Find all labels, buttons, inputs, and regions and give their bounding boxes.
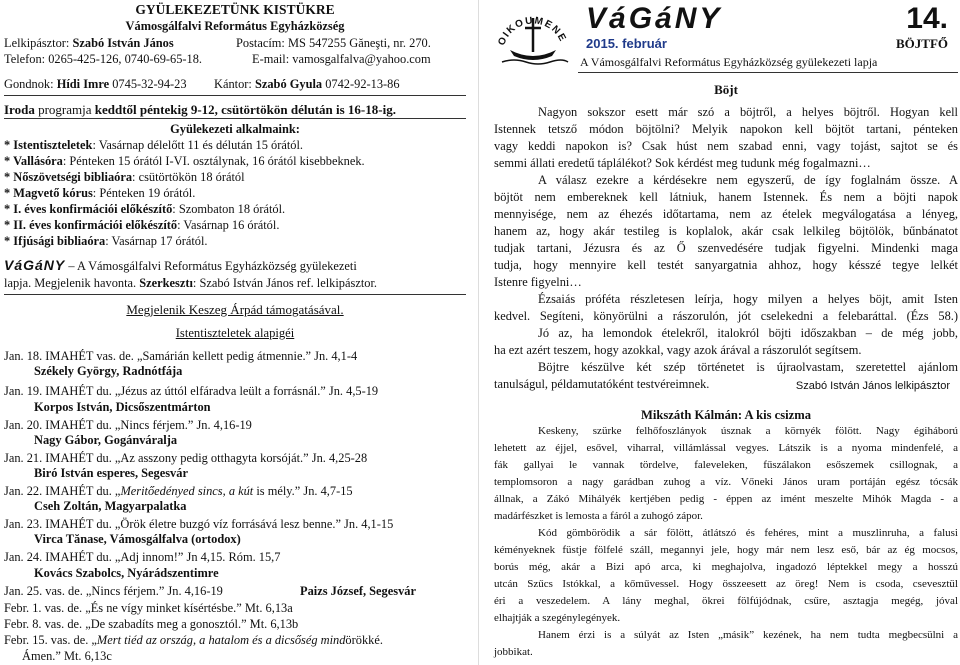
schedule-line: Jan. 20. IMAHÉT du. „Nincs férjem.” Jn. 4,16-19: [4, 418, 252, 432]
article-line: állnak, a Zákó Mihályék kertjében pedig - éppen az imént meszelte Mihók Magda - a: [494, 493, 958, 505]
svg-text:OIKOUMENE: OIKOUMENE: [496, 15, 569, 48]
gondnok-line: [4, 77, 187, 92]
schedule-line: Jan. 23. IMAHÉT du. „Örök életre buzgó víz forrásává lesz benne.” Jn. 4,1-15: [4, 517, 394, 531]
article-line: kedvel. Segíteni, könyörülni a rászorulón, jót cselekedni a felebaráttal. (Ézs 58.): [494, 309, 958, 323]
office-mid: programja: [34, 102, 95, 117]
oikoumene-logo-icon: [494, 0, 572, 70]
article-signature: Szabó István János lelkipásztor: [795, 380, 950, 392]
article-line: templomsoron a nagy garádban zuhog a víz. Vőneki János uram portáján egész tócsák: [494, 476, 958, 488]
occasion-item: * Vallásóra: Pénteken 15 órától I-VI. osztálynak, 16 órától kisebbeknek.: [4, 154, 365, 168]
occasion-item: * II. éves konfirmációi előkészítő: Vasárnap 16 órától.: [4, 218, 280, 232]
schedule-title: Istentiszteletek alapigéi: [175, 326, 295, 340]
article-line: borús még, akár a Bizi apó arca, ki meghajolva, ingadozó léptekkel megy a hosszú: [494, 561, 958, 573]
kantor-line: [214, 77, 400, 92]
preacher-name: Korpos István, Dicsőszentmárton: [34, 400, 211, 414]
article-line: tanulságul, példamutatóként testvéreimnek.: [494, 377, 710, 391]
article-line: A válasz ezekre a kérdésekre nem egyszerű, de így foglalnám össze. A: [538, 173, 958, 187]
article-line: utcán Szűcs Istókkal, a kőművessel. Hogy összeesett az öreg! Nem is csoda, csevesztül: [494, 578, 958, 590]
header-title: GYÜLEKEZETÜNK KISTÜKRE: [135, 2, 335, 17]
article-line: Keskeny, szürke felhőfoszlányok úsznak a környék fölött. Nagy égiháború: [538, 425, 958, 437]
article-title: Mikszáth Kálmán: A kis csizma: [640, 408, 812, 422]
article-line: fák gallyai le vannak tördelve, faleveleken, fűszálakon esőszemek csillognak, a: [494, 459, 958, 471]
kantor-label: Kántor:: [214, 77, 252, 91]
kantor-phone: 0742-92-13-86: [325, 77, 400, 91]
article-line: Nagyon sokszor esett már szó a böjtről, a helyes böjtről. Hogyan kell: [538, 105, 958, 119]
pastor-line: [4, 36, 174, 51]
office-hours: [4, 102, 396, 117]
schedule-line: Febr. 1. vas. de. „És ne vígy minket kísértésbe.” Mt. 6,13a: [4, 601, 293, 615]
divider: [578, 72, 958, 73]
article-line: böjtöt nem embereknek kell látniuk, hanem Istennek. És nem a böjti napok: [494, 190, 958, 204]
article-line: elhajtják a szegénylegények.: [494, 612, 621, 624]
article-line: kéményeknek füstje fölfelé száll, megannyi jele, hogy már nem lesz eső, bár az ég mocsos,: [494, 544, 958, 556]
occasions-title: Gyülekezeti alkalmaink:: [170, 122, 300, 136]
article-line: lehetett az éjjel, esővel, viharral, villámlással vegyes. Látszik is a nyoma mindenfelé, a: [494, 442, 958, 454]
email-line[interactable]: E-mail: vamosgalfalva@yahoo.com: [252, 52, 431, 66]
phone-line: Telefon: 0265-425-126, 0740-69-65-18.: [4, 52, 203, 66]
article-line: madárfészket is lemosta a fáról a zuhogó zápor.: [494, 510, 703, 522]
article-line: vagy keddi napokon is? Csak húst nem szabad enni, vagy tojást, sajtot se és: [494, 139, 958, 153]
masthead-subtitle: A Vámosgálfalvi Református Egyházközség gyülekezeti lapja: [580, 55, 878, 69]
pastor-label: Lelkipásztor:: [4, 36, 70, 50]
preacher-name: Cseh Zoltán, Magyarpalatka: [34, 499, 187, 513]
article-line: ha ezt azért teszem, hogy azokkal, vagy azok árával a rászorulót segítsem.: [494, 343, 862, 357]
church-name: Vámosgálfalvi Református Egyházközség: [125, 19, 345, 33]
schedule-line: Jan. 22. IMAHÉT du. „Meritőedényed sincs, a kút is mély.” Jn. 4,7-15: [4, 484, 353, 498]
gondnok-phone: 0745-32-94-23: [112, 77, 187, 91]
article-line: tudja, hogy mennyire kell testét sanyargatnia ahhoz, hogy késszé tegye lelkét: [494, 258, 958, 272]
article-line: Hanem érzi is a súlyát az Isten „másik” kezének, ha nem tudta megbecsülni a: [538, 629, 958, 641]
preacher-name: Székely György, Radnótfája: [34, 364, 183, 378]
issue-number: 14.: [906, 2, 948, 35]
gondnok-label: Gondnok:: [4, 77, 54, 91]
article-line: hanem az, hogy akár testileg is koplalok, akár csak lelkileg böjtölök, bűnbánatot: [494, 224, 958, 238]
masthead-title: VáGáNY: [586, 2, 723, 35]
sponsor-line: Megjelenik Keszeg Árpád támogatásával.: [126, 302, 344, 317]
preacher-name: Biró István esperes, Segesvár: [34, 466, 188, 480]
article-line: éri a veszedelem. A lány meghal, ökrei fölfújódnak, csűre, asztagja megég, jóval: [494, 595, 958, 607]
preacher-name: Virca Tănase, Vámosgálfalva (ortodox): [34, 532, 241, 546]
occasion-item: * Istentiszteletek: Vasárnap délelőtt 11 és délután 15 órától.: [4, 138, 304, 152]
schedule-line: Jan. 24. IMAHÉT du. „Adj innom!” Jn 4,15. Róm. 15,7: [4, 550, 281, 564]
schedule-line: Jan. 19. IMAHÉT du. „Jézus az úttól elfáradva leült a forrásnál.” Jn. 4,5-19: [4, 384, 379, 398]
pastor-name: Szabó István János: [72, 36, 174, 50]
schedule-line: Febr. 8. vas. de. „De szabadíts meg a gonosztól.” Mt. 6,13b: [4, 617, 299, 631]
schedule-line: Jan. 18. IMAHÉT vas. de. „Samárián kellett pedig átmennie.” Jn. 4,1-4: [4, 349, 358, 363]
postal-address: Postacím: MS 547255 Găneşti, nr. 270.: [236, 36, 431, 50]
occasion-item: * Magvető kórus: Pénteken 19 órától.: [4, 186, 196, 200]
schedule-line: Febr. 15. vas. de. „Mert tiéd az ország, a hatalom és a dicsőség mindörökké.: [4, 633, 383, 647]
schedule-line: Jan. 21. IMAHÉT du. „Az asszony pedig otthagyta korsóját.” Jn. 4,25-28: [4, 451, 368, 465]
office-hours-text: keddtől péntekig 9-12, csütörtökön délután is 16-18-ig.: [94, 102, 396, 117]
article-line: Böjtre készülve két szép történetet is újraolvastam, szeretettel ajánlom: [538, 360, 958, 374]
article-line: mennyisége, nem az éhezés időtartama, nem az ételek megválogatása a lényeg,: [494, 207, 958, 221]
divider: [4, 118, 466, 119]
issue-date: 2015. február: [586, 36, 667, 51]
schedule-line: Jan. 25. vas. de. „Nincs férjem.” Jn. 4,16-19: [4, 584, 223, 598]
article-line: Jó az, ha lemondok ételekről, italokról böjti időszakban – de még jobb,: [538, 326, 958, 340]
vagany-description-2: lapja. Megjelenik havonta. Szerkesztı: Szabó István János ref. lelkipásztor.: [4, 276, 377, 290]
season-label: BÖJTFŐ: [895, 36, 948, 51]
kantor-name: Szabó Gyula: [254, 77, 323, 91]
occasion-item: * I. éves konfirmációi előkészítő: Szombaton 18 órától.: [4, 202, 286, 216]
preacher-name: Kovács Szabolcs, Nyárádszentimre: [34, 566, 219, 580]
occasion-item: * Nőszövetségi bibliaóra: csütörtökön 18 órától: [4, 170, 245, 184]
article-title: Böjt: [714, 82, 738, 97]
vagany-description: VáGáNY – A Vámosgálfalvi Református Egyházközség gyülekezeti: [4, 257, 357, 273]
article-line: semmi állati eredetű táplálékot? Sok kérdést meg tudunk még fogalmazni…: [494, 156, 871, 170]
article-line: Ézsaiás próféta részletesen leírja, hogy milyen a helyes böjt, amit Isten: [538, 292, 958, 306]
preacher-name: Nagy Gábor, Gogánváralja: [34, 433, 178, 447]
article-line: jobbikat.: [494, 646, 533, 658]
article-line: Istennek tetsző módon böjtölni? Melyik napokon kell böjtöt tartani, pénteken: [494, 122, 958, 136]
schedule-line: Ámen.” Mt. 6,13c: [22, 649, 112, 663]
article-line: Kód gömbörödik a sár fölött, átlátszó és fehéres, mint a muszlinruha, a falusi: [538, 527, 958, 539]
office-label: Iroda: [4, 102, 35, 117]
divider: [4, 95, 466, 96]
article-line: Istenre figyelni…: [494, 275, 582, 289]
preacher-name: Paizs József, Segesvár: [300, 584, 416, 598]
column-divider: [478, 0, 479, 665]
gondnok-name: Hídi Imre: [56, 77, 110, 91]
article-line: tudjak tartani, Jézusra és az Ő szenvedésére tudjak figyelni. Mindenki maga: [494, 241, 958, 255]
divider: [4, 294, 466, 295]
occasion-item: * Ifjúsági bibliaóra: Vasárnap 17 órától.: [4, 234, 208, 248]
vagany-wordmark: VáGáNY: [4, 257, 66, 273]
